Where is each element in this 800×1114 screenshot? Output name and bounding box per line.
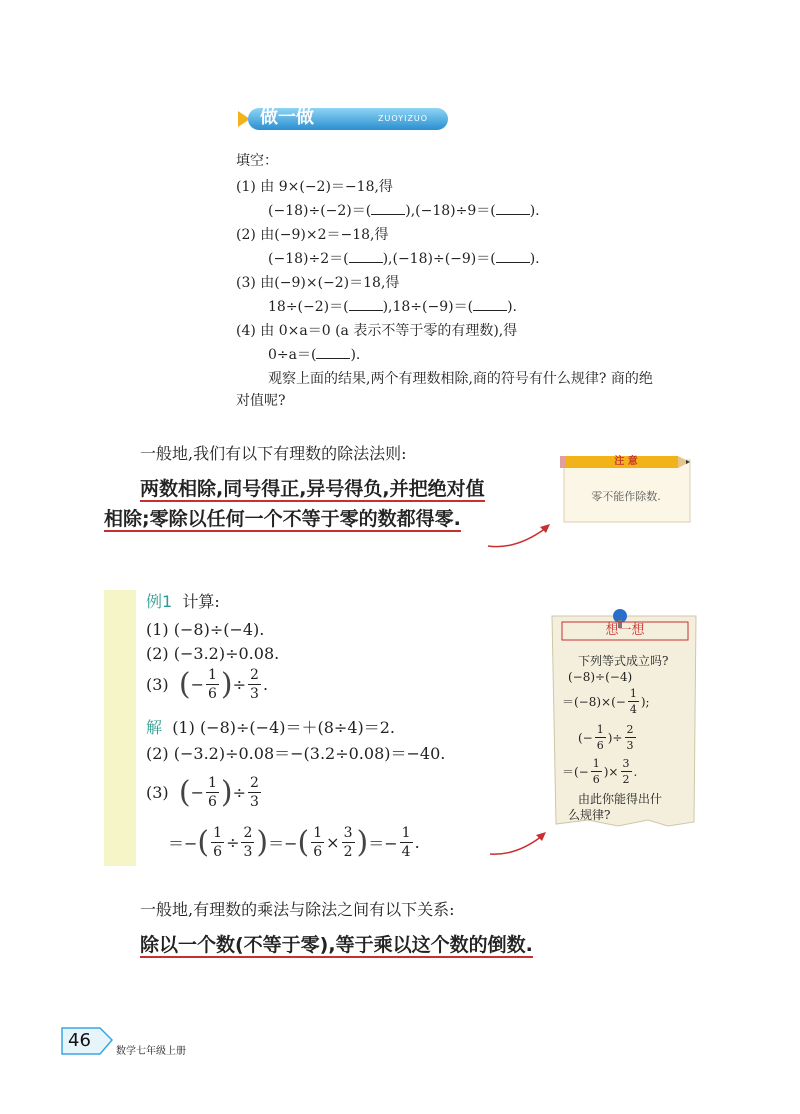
note-text: 零不能作除数.: [591, 490, 661, 503]
answer-blank[interactable]: [349, 250, 383, 263]
arrow-icon: [488, 828, 554, 858]
think-line3: (− $\frac{1}{6}$ )÷ $\frac{2}{3}$: [578, 723, 634, 752]
example-task: 计算:: [182, 592, 220, 611]
answer-blank[interactable]: [316, 346, 350, 359]
item-3-line2: 18÷(−2)＝( ),18÷(−9)＝( ).: [268, 299, 517, 315]
rule1-intro: 一般地,我们有以下有理数的除法法则:: [140, 444, 407, 463]
book-title: 数学七年级上册: [116, 1046, 186, 1057]
answer-blank[interactable]: [349, 298, 383, 311]
rule1-line2: 相除;零除以任何一个不等于零的数都得零.: [104, 508, 461, 530]
think-line5: 由此你能得出什: [578, 792, 663, 806]
item-3-line1: (3) 由(−9)×(−2)＝18,得: [236, 275, 400, 291]
answer-blank[interactable]: [496, 202, 530, 215]
item-4-line2: 0÷a＝( ).: [268, 347, 361, 363]
banner-title: 做一做: [260, 107, 314, 128]
rule2-intro: 一般地,有理数的乘法与除法之间有以下关系:: [140, 900, 455, 919]
solution-label: 解: [146, 718, 163, 737]
example-header: [146, 592, 220, 612]
item-4-line1: (4) 由 0×a＝0 (a 表示不等于零的有理数),得: [236, 323, 518, 339]
problem-2: (2) (−3.2)÷0.08.: [146, 644, 280, 663]
rule1-line1: 两数相除,同号得正,异号得负,并把绝对值: [140, 478, 485, 500]
answer-blank[interactable]: [496, 250, 530, 263]
think-line4: ＝(− $\frac{1}{6}$ )× $\frac{3}{2}$ .: [562, 757, 638, 786]
note-box: [560, 454, 692, 524]
arrow-icon: [486, 518, 558, 552]
answer-blank[interactable]: [371, 202, 405, 215]
think-title: 想一想: [605, 623, 645, 638]
problem-3: (3) ( − $\frac{1}{6}$ ) ÷ $\frac{2}{3}$ .: [146, 666, 269, 702]
think-line1: (−8)÷(−4): [568, 670, 633, 684]
think-box: [548, 608, 700, 830]
item-2-line2: (−18)÷2＝( ),(−18)÷(−9)＝( ).: [268, 251, 540, 267]
banner-subtitle: ZUOYIZUO: [378, 114, 429, 123]
solution-3-line1: (3) ( − $\frac{1}{6}$ ) ÷ $\frac{2}{3}$: [146, 774, 259, 810]
example-sidebar: [104, 590, 136, 866]
section-banner: [238, 106, 450, 132]
think-line2: ＝(−8)×(− $\frac{1}{4}$ );: [562, 687, 650, 716]
think-question: 下列等式成立吗?: [578, 654, 669, 668]
question-line2: 对值呢?: [236, 393, 286, 409]
solution-3-line2: ＝− ( $\frac{1}{6}$ ÷ $\frac{2}{3}$ ) ＝− ( $\frac{1}{6}$ × $\frac{3}{2}$ ) ＝− $\frac{1}{4}$ .: [168, 824, 420, 860]
problem-1: (1) (−8)÷(−4).: [146, 620, 265, 639]
page-number: 46: [68, 1030, 91, 1051]
example-label: 例1: [146, 592, 173, 611]
item-1-line1: (1) 由 9×(−2)＝−18,得: [236, 179, 393, 195]
item-2-line1: (2) 由(−9)×2＝−18,得: [236, 227, 389, 243]
solution-2: (2) (−3.2)÷0.08＝−(3.2÷0.08)＝−40.: [146, 744, 446, 763]
item-1-line2: (−18)÷(−2)＝( ),(−18)÷9＝( ).: [268, 203, 540, 219]
question-line1: 观察上面的结果,两个有理数相除,商的符号有什么规律? 商的绝: [268, 371, 653, 387]
activity-intro: 填空：: [236, 153, 278, 169]
rule2-text: 除以一个数(不等于零),等于乘以这个数的倒数.: [140, 934, 533, 956]
answer-blank[interactable]: [473, 298, 507, 311]
note-title: 注 意: [614, 456, 638, 467]
solution-1: 解 (1) (−8)÷(−4)＝＋(8÷4)＝2.: [146, 718, 396, 737]
think-line6: 么规律?: [568, 808, 611, 822]
